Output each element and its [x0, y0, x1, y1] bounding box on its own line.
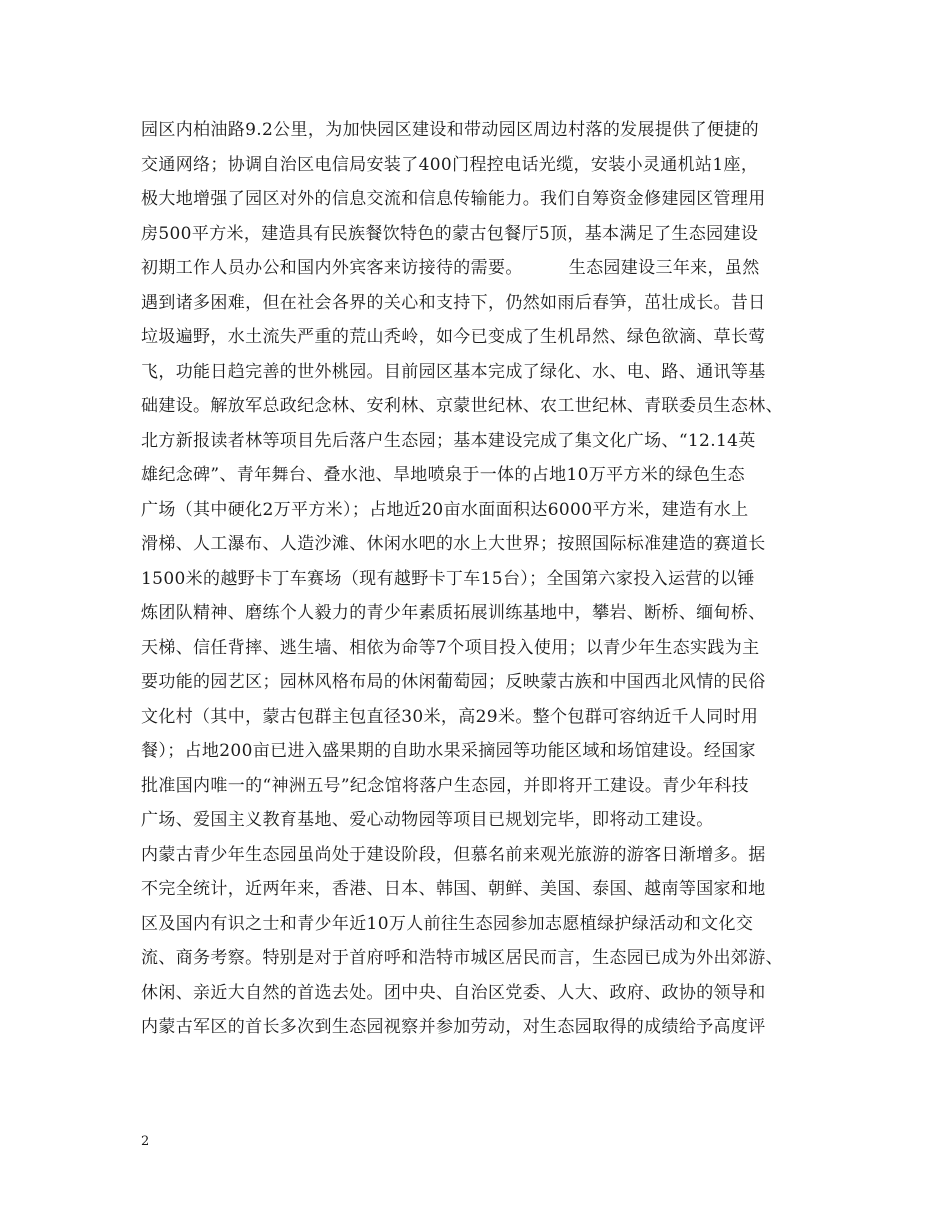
text-line: 础建设。解放军总政纪念林、安利林、京蒙世纪林、农工世纪林、青联委员生态林、 — [141, 396, 783, 416]
text-line: 房500平方米，建造具有民族餐饮特色的蒙古包餐厅5顶，基本满足了生态园建设 — [141, 223, 759, 244]
text-line: 交通网络；协调自治区电信局安装了400门程控电话光缆，安装小灵通机站1座， — [141, 154, 759, 175]
text-line: 北方新报读者林等项目先后落户生态园；基本建设完成了集文化广场、“12.14英 — [141, 430, 756, 451]
text-line: 天梯、信任背摔、逃生墙、相依为命等7个项目投入使用；以青少年生态实践为主 — [141, 637, 760, 658]
text-line: 广场（其中硬化2万平方米）；占地近20亩水面面积达6000平方米，建造有水上 — [141, 499, 749, 520]
text-line: 餐）；占地200亩已进入盛果期的自助水果采摘园等功能区域和场馆建设。经国家 — [141, 741, 756, 761]
text-line: 不完全统计，近两年来，香港、日本、韩国、朝鲜、美国、泰国、越南等国家和地 — [141, 879, 766, 899]
text-line: 垃圾遍野，水土流失严重的荒山秃岭，如今已变成了生机昂然、绿色欲滴、草长莺 — [141, 327, 766, 347]
text-line: 园区内柏油路9.2公里，为加快园区建设和带动园区周边村落的发展提供了便捷的 — [141, 120, 759, 140]
page-number: 2 — [141, 1134, 150, 1149]
text-line: 初期工作人员办公和国内外宾客来访接待的需要。 生态园建设三年来，虽然 — [141, 258, 760, 278]
text-line: 极大地增强了园区对外的信息交流和信息传输能力。我们自筹资金修建园区管理用 — [141, 189, 766, 209]
text-line: 流、商务考察。特别是对于首府呼和浩特市城区居民而言，生态园已成为外出郊游、 — [141, 948, 783, 968]
text-line: 飞，功能日趋完善的世外桃园。目前园区基本完成了绿化、水、电、路、通讯等基 — [141, 361, 766, 382]
text-line: 休闲、亲近大自然的首选去处。团中央、自治区党委、人大、政府、政协的领导和 — [141, 982, 766, 1003]
body-text — [141, 113, 821, 1045]
text-line: 炼团队精神、磨练个人毅力的青少年素质拓展训练基地中，攀岩、断桥、缅甸桥、 — [141, 603, 766, 623]
text-line: 内蒙古青少年生态园虽尚处于建设阶段，但慕名前来观光旅游的游客日渐增多。据 — [141, 844, 766, 865]
text-line: 内蒙古军区的首长多次到生态园视察并参加劳动，对生态园取得的成绩给予高度评 — [141, 1017, 766, 1037]
text-line: 广场、爱国主义教育基地、爱心动物园等项目已规划完毕，即将动工建设。 — [141, 810, 714, 830]
text-line: 滑梯、人工瀑布、人造沙滩、休闲水吧的水上大世界；按照国际标准建造的赛道长 — [141, 534, 766, 554]
text-line: 批准国内唯一的“神洲五号”纪念馆将落户生态园，并即将开工建设。青少年科技 — [141, 775, 749, 796]
text-line: 雄纪念碑”、青年舞台、叠水池、旱地喷泉于一体的占地10万平方米的绿色生态 — [141, 465, 745, 485]
text-line: 遇到诸多困难，但在社会各界的关心和支持下，仍然如雨后春笋，茁壮成长。昔日 — [141, 292, 766, 313]
text-line: 文化村（其中，蒙古包群主包直径30米，高29米。整个包群可容纳近千人同时用 — [141, 706, 759, 727]
text-line: 1500米的越野卡丁车赛场（现有越野卡丁车15台）；全国第六家投入运营的以锤 — [141, 568, 755, 589]
text-line: 要功能的园艺区；园林风格布局的休闲葡萄园；反映蒙古族和中国西北风情的民俗 — [141, 672, 766, 692]
text-line: 区及国内有识之士和青少年近10万人前往生态园参加志愿植绿护绿活动和文化交 — [141, 913, 754, 934]
